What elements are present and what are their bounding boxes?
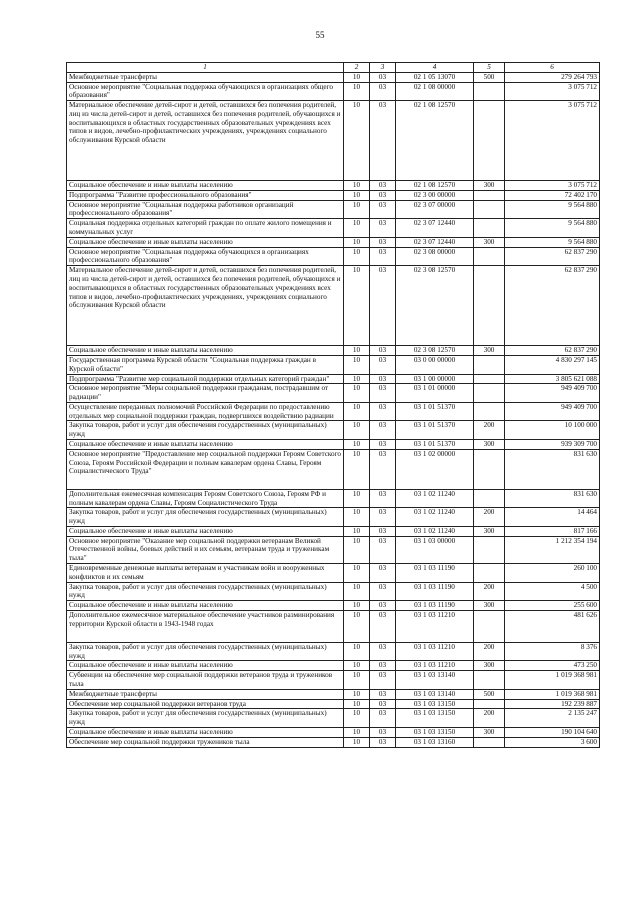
row-name-cell: Социальная поддержка отдельных категорий граждан по оплате жилого помещения и коммунальных услуг <box>67 219 344 238</box>
row-amount-cell: 4 830 297 145 <box>505 355 600 374</box>
row-subsection-cell: 03 <box>370 346 396 356</box>
row-expense-type-cell: 300 <box>474 346 505 356</box>
row-target-article-cell: 02 3 00 00000 <box>396 190 474 200</box>
row-subsection-cell: 03 <box>370 727 396 737</box>
row-subsection-cell: 03 <box>370 536 396 563</box>
table-row <box>67 737 600 747</box>
row-target-article-cell: 03 1 03 13140 <box>396 671 474 690</box>
header-cell-subsection: 3 <box>370 63 396 73</box>
row-target-article-cell: 03 1 03 13150 <box>396 727 474 737</box>
row-expense-type-cell: 300 <box>474 727 505 737</box>
table-row <box>67 374 600 384</box>
row-expense-type-cell: 300 <box>474 526 505 536</box>
row-amount-cell: 3 600 <box>505 737 600 747</box>
table-row <box>67 709 600 728</box>
row-subsection-cell: 03 <box>370 661 396 671</box>
row-name-cell: Дополнительная ежемесячная компенсация Героям Советского Союза, Героям РФ и полным кавалерам ордена Славы, Героям Социалистического Труда <box>67 489 344 508</box>
row-name-cell: Закупка товаров, работ и услуг для обеспечения государственных (муниципальных) нужд <box>67 709 344 728</box>
row-subsection-cell: 03 <box>370 564 396 583</box>
row-section-cell: 10 <box>344 610 370 642</box>
row-amount-cell: 14 464 <box>505 508 600 527</box>
row-section-cell: 10 <box>344 384 370 403</box>
row-target-article-cell: 02 1 08 12570 <box>396 181 474 191</box>
table-row <box>67 689 600 699</box>
row-subsection-cell: 03 <box>370 689 396 699</box>
row-target-article-cell: 03 1 03 00000 <box>396 536 474 563</box>
row-amount-cell: 260 100 <box>505 564 600 583</box>
row-amount-cell: 192 239 887 <box>505 699 600 709</box>
table-row <box>67 489 600 508</box>
row-target-article-cell: 03 1 03 11210 <box>396 661 474 671</box>
row-target-article-cell: 03 1 03 13150 <box>396 699 474 709</box>
row-target-article-cell: 03 1 01 51370 <box>396 402 474 421</box>
row-target-article-cell: 03 1 01 51370 <box>396 439 474 449</box>
row-section-cell: 10 <box>344 601 370 611</box>
table-row <box>67 439 600 449</box>
row-amount-cell: 62 837 290 <box>505 247 600 266</box>
row-name-cell: Межбюджетные трансферты <box>67 689 344 699</box>
row-section-cell: 10 <box>344 642 370 661</box>
row-subsection-cell: 03 <box>370 699 396 709</box>
row-subsection-cell: 03 <box>370 526 396 536</box>
header-cell-target-article: 4 <box>396 63 474 73</box>
row-target-article-cell: 03 1 03 11190 <box>396 582 474 601</box>
row-target-article-cell: 02 3 07 12440 <box>396 237 474 247</box>
row-section-cell: 10 <box>344 374 370 384</box>
row-amount-cell: 831 630 <box>505 489 600 508</box>
row-expense-type-cell: 500 <box>474 72 505 82</box>
row-target-article-cell: 02 1 08 00000 <box>396 82 474 101</box>
row-name-cell: Межбюджетные трансферты <box>67 72 344 82</box>
row-amount-cell: 10 100 000 <box>505 421 600 440</box>
table-row <box>67 190 600 200</box>
row-expense-type-cell <box>474 82 505 101</box>
row-amount-cell: 62 837 290 <box>505 266 600 346</box>
row-target-article-cell: 03 1 03 13160 <box>396 737 474 747</box>
row-name-cell: Обеспечение мер социальной поддержки ветеранов труда <box>67 699 344 709</box>
row-subsection-cell: 03 <box>370 247 396 266</box>
row-section-cell: 10 <box>344 247 370 266</box>
row-section-cell: 10 <box>344 449 370 489</box>
row-target-article-cell: 03 1 02 11240 <box>396 489 474 508</box>
row-subsection-cell: 03 <box>370 82 396 101</box>
table-row <box>67 421 600 440</box>
table-row <box>67 699 600 709</box>
row-target-article-cell: 03 1 03 11210 <box>396 610 474 642</box>
row-section-cell: 10 <box>344 564 370 583</box>
table-row <box>67 642 600 661</box>
row-target-article-cell: 02 3 07 12440 <box>396 219 474 238</box>
row-name-cell: Основное мероприятие "Социальная поддержка обучающихся в организациях общего образования" <box>67 82 344 101</box>
row-name-cell: Основное мероприятие "Оказание мер социальной поддержки ветеранам Великой Отечественной войны, боевых действий и их семьям, ветеранам труда и труженикам тыла" <box>67 536 344 563</box>
row-subsection-cell: 03 <box>370 355 396 374</box>
row-subsection-cell: 03 <box>370 384 396 403</box>
row-name-cell: Материальное обеспечение детей-сирот и детей, оставшихся без попечения родителей, лиц из числа детей-сирот и детей, оставшихся без попечения родителей, обучающихся и воспитывающихся в областных государственных образовательных учреждениях всех типов и видов, лечебно-профилактических учреждениях, учреждениях социального обслуживания Курской области <box>67 266 344 346</box>
header-cell-section: 2 <box>344 63 370 73</box>
row-expense-type-cell <box>474 564 505 583</box>
row-subsection-cell: 03 <box>370 439 396 449</box>
row-expense-type-cell <box>474 355 505 374</box>
table-row <box>67 582 600 601</box>
row-subsection-cell: 03 <box>370 508 396 527</box>
row-amount-cell: 949 409 700 <box>505 384 600 403</box>
table-row <box>67 526 600 536</box>
row-subsection-cell: 03 <box>370 181 396 191</box>
row-target-article-cell: 03 1 01 51370 <box>396 421 474 440</box>
row-section-cell: 10 <box>344 489 370 508</box>
row-subsection-cell: 03 <box>370 601 396 611</box>
row-expense-type-cell <box>474 610 505 642</box>
row-section-cell: 10 <box>344 526 370 536</box>
table-row <box>67 82 600 101</box>
row-expense-type-cell: 300 <box>474 439 505 449</box>
row-section-cell: 10 <box>344 101 370 181</box>
row-section-cell: 10 <box>344 190 370 200</box>
row-target-article-cell: 03 1 01 00000 <box>396 384 474 403</box>
row-amount-cell: 831 630 <box>505 449 600 489</box>
table-row <box>67 346 600 356</box>
row-subsection-cell: 03 <box>370 421 396 440</box>
table-row <box>67 181 600 191</box>
row-target-article-cell: 02 3 08 12570 <box>396 346 474 356</box>
row-name-cell: Основное мероприятие "Социальная поддержка обучающихся в организациях профессионального образования" <box>67 247 344 266</box>
row-subsection-cell: 03 <box>370 200 396 219</box>
row-subsection-cell: 03 <box>370 489 396 508</box>
row-expense-type-cell <box>474 699 505 709</box>
row-expense-type-cell <box>474 266 505 346</box>
table-row <box>67 72 600 82</box>
budget-table <box>66 62 600 748</box>
header-cell-expense-type: 5 <box>474 63 505 73</box>
row-name-cell: Закупка товаров, работ и услуг для обеспечения государственных (муниципальных) нужд <box>67 508 344 527</box>
row-name-cell: Основное мероприятие "Предоставление мер социальной поддержки Героям Советского Союза, Героям Российской Федерации и полным кавалерам ордена Славы, Героям Социалистического Труда" <box>67 449 344 489</box>
row-amount-cell: 9 564 880 <box>505 219 600 238</box>
row-name-cell: Социальное обеспечение и иные выплаты населению <box>67 346 344 356</box>
row-subsection-cell: 03 <box>370 266 396 346</box>
row-subsection-cell: 03 <box>370 449 396 489</box>
header-row <box>67 63 600 73</box>
row-amount-cell: 255 600 <box>505 601 600 611</box>
row-target-article-cell: 03 1 03 11210 <box>396 642 474 661</box>
header-cell-amount: 6 <box>505 63 600 73</box>
row-name-cell: Подпрограмма "Развитие мер социальной поддержки отдельных категорий граждан" <box>67 374 344 384</box>
row-target-article-cell: 02 1 08 12570 <box>396 101 474 181</box>
row-amount-cell: 3 075 712 <box>505 101 600 181</box>
table-row <box>67 508 600 527</box>
row-amount-cell: 9 564 880 <box>505 200 600 219</box>
row-expense-type-cell: 200 <box>474 582 505 601</box>
row-section-cell: 10 <box>344 219 370 238</box>
row-name-cell: Социальное обеспечение и иные выплаты населению <box>67 661 344 671</box>
row-amount-cell: 72 402 170 <box>505 190 600 200</box>
row-target-article-cell: 03 1 03 11190 <box>396 601 474 611</box>
row-target-article-cell: 03 1 03 13150 <box>396 709 474 728</box>
row-name-cell: Государственная программа Курской области "Социальная поддержка граждан в Курской области" <box>67 355 344 374</box>
row-name-cell: Дополнительное ежемесячное материальное обеспечение участников разминирования территории Курской области в 1943-1948 годах <box>67 610 344 642</box>
row-expense-type-cell: 200 <box>474 642 505 661</box>
row-subsection-cell: 03 <box>370 402 396 421</box>
table-row <box>67 266 600 346</box>
row-section-cell: 10 <box>344 82 370 101</box>
row-amount-cell: 1 212 354 194 <box>505 536 600 563</box>
table-row <box>67 402 600 421</box>
row-amount-cell: 279 264 793 <box>505 72 600 82</box>
row-amount-cell: 9 564 880 <box>505 237 600 247</box>
row-target-article-cell: 03 1 03 13140 <box>396 689 474 699</box>
row-section-cell: 10 <box>344 439 370 449</box>
row-expense-type-cell <box>474 737 505 747</box>
row-name-cell: Социальное обеспечение и иные выплаты населению <box>67 526 344 536</box>
table-row <box>67 237 600 247</box>
row-amount-cell: 1 019 368 981 <box>505 689 600 699</box>
row-name-cell: Субвенции на обеспечение мер социальной поддержки ветеранов труда и тружеников тыла <box>67 671 344 690</box>
row-subsection-cell: 03 <box>370 709 396 728</box>
row-section-cell: 10 <box>344 661 370 671</box>
row-amount-cell: 8 376 <box>505 642 600 661</box>
row-section-cell: 10 <box>344 709 370 728</box>
row-expense-type-cell <box>474 101 505 181</box>
row-section-cell: 10 <box>344 689 370 699</box>
row-expense-type-cell <box>474 384 505 403</box>
row-subsection-cell: 03 <box>370 582 396 601</box>
row-amount-cell: 3 075 712 <box>505 82 600 101</box>
row-name-cell: Основное мероприятие "Социальная поддержка работников организаций профессионального образования" <box>67 200 344 219</box>
table-row <box>67 247 600 266</box>
row-amount-cell: 949 409 700 <box>505 402 600 421</box>
row-amount-cell: 1 019 368 981 <box>505 671 600 690</box>
row-target-article-cell: 03 1 02 11240 <box>396 526 474 536</box>
row-subsection-cell: 03 <box>370 219 396 238</box>
row-name-cell: Подпрограмма "Развитие профессионального образования" <box>67 190 344 200</box>
row-amount-cell: 3 075 712 <box>505 181 600 191</box>
row-section-cell: 10 <box>344 346 370 356</box>
row-target-article-cell: 02 3 08 12570 <box>396 266 474 346</box>
row-section-cell: 10 <box>344 200 370 219</box>
row-expense-type-cell: 300 <box>474 181 505 191</box>
table-row <box>67 564 600 583</box>
row-section-cell: 10 <box>344 237 370 247</box>
row-name-cell: Осуществление переданных полномочий Российской Федерации по предоставлению отдельных мер социальной поддержки граждан, подвергшихся воздействию радиации <box>67 402 344 421</box>
row-expense-type-cell: 300 <box>474 237 505 247</box>
row-subsection-cell: 03 <box>370 737 396 747</box>
header-cell-name: 1 <box>67 63 344 73</box>
table-row <box>67 449 600 489</box>
row-expense-type-cell <box>474 449 505 489</box>
row-section-cell: 10 <box>344 699 370 709</box>
row-section-cell: 10 <box>344 181 370 191</box>
row-subsection-cell: 03 <box>370 72 396 82</box>
row-expense-type-cell: 500 <box>474 689 505 699</box>
row-expense-type-cell <box>474 374 505 384</box>
row-name-cell: Основное мероприятие "Меры социальной поддержки гражданам, пострадавшим от радиации" <box>67 384 344 403</box>
row-section-cell: 10 <box>344 421 370 440</box>
row-expense-type-cell: 200 <box>474 508 505 527</box>
row-amount-cell: 2 135 247 <box>505 709 600 728</box>
row-section-cell: 10 <box>344 355 370 374</box>
row-name-cell: Социальное обеспечение и иные выплаты населению <box>67 727 344 737</box>
row-target-article-cell: 02 3 08 00000 <box>396 247 474 266</box>
page-number: 55 <box>315 30 325 40</box>
row-target-article-cell: 02 3 07 00000 <box>396 200 474 219</box>
table-row <box>67 200 600 219</box>
row-section-cell: 10 <box>344 402 370 421</box>
row-section-cell: 10 <box>344 582 370 601</box>
row-name-cell: Социальное обеспечение и иные выплаты населению <box>67 601 344 611</box>
row-target-article-cell: 03 1 02 00000 <box>396 449 474 489</box>
row-expense-type-cell: 300 <box>474 601 505 611</box>
row-section-cell: 10 <box>344 727 370 737</box>
row-subsection-cell: 03 <box>370 671 396 690</box>
row-expense-type-cell <box>474 536 505 563</box>
row-name-cell: Закупка товаров, работ и услуг для обеспечения государственных (муниципальных) нужд <box>67 582 344 601</box>
table-row <box>67 355 600 374</box>
row-expense-type-cell <box>474 219 505 238</box>
row-expense-type-cell <box>474 671 505 690</box>
row-expense-type-cell: 200 <box>474 709 505 728</box>
table-row <box>67 384 600 403</box>
row-amount-cell: 939 309 700 <box>505 439 600 449</box>
row-amount-cell: 190 104 640 <box>505 727 600 737</box>
row-expense-type-cell: 300 <box>474 661 505 671</box>
table-row <box>67 219 600 238</box>
row-name-cell: Обеспечение мер социальной поддержки тружеников тыла <box>67 737 344 747</box>
table-row <box>67 727 600 737</box>
row-name-cell: Социальное обеспечение и иные выплаты населению <box>67 181 344 191</box>
table-row <box>67 101 600 181</box>
table-row <box>67 601 600 611</box>
table-row <box>67 536 600 563</box>
row-target-article-cell: 03 1 00 00000 <box>396 374 474 384</box>
row-name-cell: Материальное обеспечение детей-сирот и детей, оставшихся без попечения родителей, лиц из числа детей-сирот и детей, оставшихся без попечения родителей, обучающихся и воспитывающихся в областных государственных образовательных учреждениях всех типов и видов, лечебно-профилактических учреждениях, учреждениях социального обслуживания Курской области <box>67 101 344 181</box>
row-expense-type-cell <box>474 247 505 266</box>
table-row <box>67 671 600 690</box>
budget-table-sheet <box>66 62 599 748</box>
table-row <box>67 661 600 671</box>
row-target-article-cell: 02 1 05 13070 <box>396 72 474 82</box>
row-amount-cell: 473 250 <box>505 661 600 671</box>
table-row <box>67 610 600 642</box>
row-name-cell: Закупка товаров, работ и услуг для обеспечения государственных (муниципальных) нужд <box>67 421 344 440</box>
row-subsection-cell: 03 <box>370 642 396 661</box>
row-section-cell: 10 <box>344 737 370 747</box>
row-section-cell: 10 <box>344 508 370 527</box>
row-section-cell: 10 <box>344 536 370 563</box>
row-subsection-cell: 03 <box>370 237 396 247</box>
row-expense-type-cell: 200 <box>474 421 505 440</box>
row-expense-type-cell <box>474 190 505 200</box>
row-amount-cell: 4 500 <box>505 582 600 601</box>
row-subsection-cell: 03 <box>370 190 396 200</box>
row-name-cell: Социальное обеспечение и иные выплаты населению <box>67 237 344 247</box>
row-target-article-cell: 03 1 03 11190 <box>396 564 474 583</box>
table-body <box>67 72 600 747</box>
row-amount-cell: 817 166 <box>505 526 600 536</box>
row-target-article-cell: 03 0 00 00000 <box>396 355 474 374</box>
row-expense-type-cell <box>474 402 505 421</box>
row-amount-cell: 481 626 <box>505 610 600 642</box>
row-amount-cell: 3 805 621 088 <box>505 374 600 384</box>
row-subsection-cell: 03 <box>370 610 396 642</box>
row-expense-type-cell <box>474 489 505 508</box>
row-section-cell: 10 <box>344 266 370 346</box>
row-amount-cell: 62 837 290 <box>505 346 600 356</box>
row-name-cell: Закупка товаров, работ и услуг для обеспечения государственных (муниципальных) нужд <box>67 642 344 661</box>
row-subsection-cell: 03 <box>370 374 396 384</box>
row-name-cell: Социальное обеспечение и иные выплаты населению <box>67 439 344 449</box>
row-subsection-cell: 03 <box>370 101 396 181</box>
row-section-cell: 10 <box>344 671 370 690</box>
row-expense-type-cell <box>474 200 505 219</box>
row-section-cell: 10 <box>344 72 370 82</box>
row-target-article-cell: 03 1 02 11240 <box>396 508 474 527</box>
row-name-cell: Единовременные денежные выплаты ветеранам и участникам войн и вооруженных конфликтов и их семьям <box>67 564 344 583</box>
